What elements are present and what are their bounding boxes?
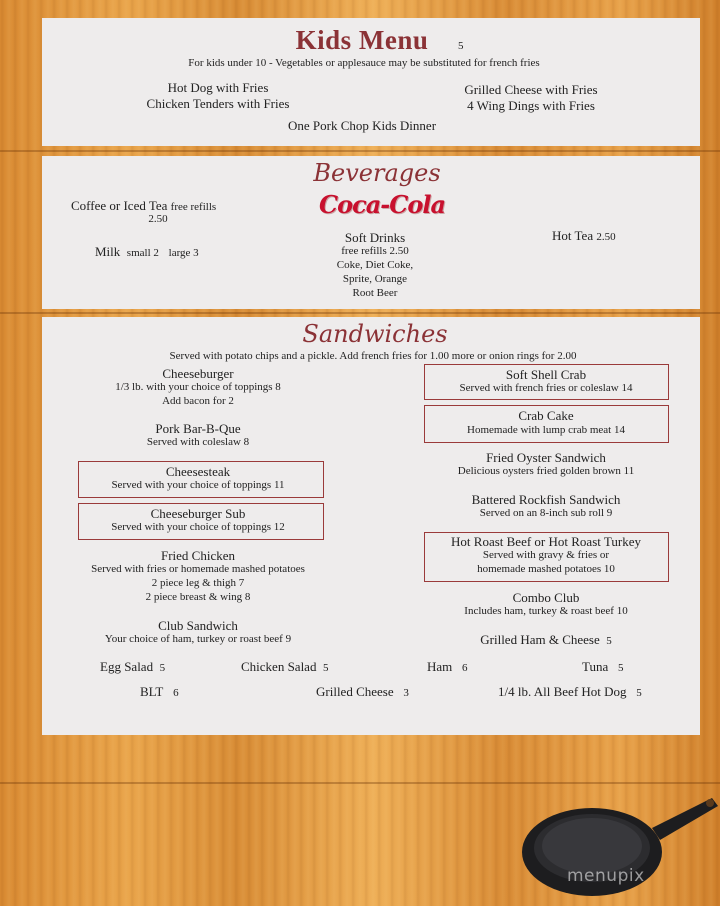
sandwich-name: Grilled Ham & Cheese (480, 632, 600, 647)
sandwich-price: 6 (462, 662, 468, 674)
beverages-title: Beverages (313, 159, 441, 187)
beverage-price: small 2 (126, 247, 159, 259)
sandwich-desc: 2 piece leg & thigh 7 (151, 577, 245, 589)
sandwich-price: 5 (618, 662, 624, 674)
wood-seam (0, 150, 720, 152)
beverage-price: large 3 (168, 247, 199, 259)
sandwich-item (480, 633, 612, 647)
sandwich-price: 3 (403, 687, 409, 699)
sandwich-name: Cheeseburger Sub (150, 506, 246, 521)
sandwich-price: 5 (159, 662, 166, 674)
sandwich-desc: Served with french fries or coleslaw 14 (459, 382, 633, 394)
sandwich-desc: Served with your choice of toppings 11 (111, 479, 285, 491)
sandwich-name: Soft Shell Crab (505, 367, 587, 382)
kids-menu-title: Kids Menu (295, 25, 429, 55)
sandwich-name: Pork Bar-B-Que (155, 421, 241, 436)
sandwich-name: Cheeseburger (162, 366, 234, 381)
sandwich-name: Grilled Cheese (316, 684, 394, 699)
sandwich-price: 5 (322, 662, 329, 674)
sandwich-desc: Includes ham, turkey & roast beef 10 (464, 605, 628, 617)
sandwich-desc: homemade mashed potatoes 10 (477, 563, 615, 575)
sandwich-desc: 2 piece breast & wing 8 (145, 591, 251, 603)
sandwiches-title: Sandwiches (302, 320, 448, 348)
kids-item: One Pork Chop Kids Dinner (287, 118, 437, 133)
sandwich-desc: Served on an 8-inch sub roll 9 (479, 507, 613, 519)
sandwich-desc: Homemade with lump crab meat 14 (467, 424, 625, 436)
beverage-name: Coffee or Iced Tea (71, 198, 168, 213)
sandwich-name: Fried Chicken (160, 548, 236, 563)
sandwich-item (498, 685, 642, 699)
sandwich-name: Crab Cake (518, 408, 574, 423)
sandwich-name: 1/4 lb. All Beef Hot Dog (498, 684, 627, 699)
watermark: menupix (567, 866, 645, 886)
soft-drinks-line: Coke, Diet Coke, (336, 259, 414, 271)
beverage-name: Milk (95, 244, 121, 259)
sandwich-item (316, 685, 409, 699)
sandwich-price: 6 (173, 687, 179, 699)
sandwich-desc: Delicious oysters fried golden brown 11 (457, 465, 635, 477)
beverage-name: Hot Tea (552, 228, 594, 243)
sandwich-item (140, 685, 179, 699)
beverage-milk (95, 245, 199, 259)
sandwich-price: 5 (636, 687, 642, 699)
sandwich-desc: Served with gravy & fries or (482, 549, 610, 561)
sandwich-name: Combo Club (512, 590, 580, 605)
sandwich-name: Cheesesteak (165, 464, 231, 479)
kids-item: Grilled Cheese with Fries (464, 82, 598, 97)
beverage-note: free refills (170, 201, 217, 213)
kids-item: 4 Wing Dings with Fries (467, 98, 595, 113)
sandwiches-panel (42, 317, 700, 735)
sandwich-item (427, 660, 468, 674)
beverage-price: 2.50 (148, 213, 168, 225)
sandwich-item (100, 660, 165, 674)
sandwich-name: Fried Oyster Sandwich (486, 450, 606, 465)
sandwich-name: BLT (140, 684, 164, 699)
sandwich-price: 5 (606, 635, 612, 647)
kids-item: Hot Dog with Fries (167, 80, 269, 95)
kids-menu-note: For kids under 10 - Vegetables or applesauce may be substituted for french fries (188, 57, 540, 69)
soft-drinks-line: Root Beer (352, 287, 398, 299)
sandwich-name: Battered Rockfish Sandwich (471, 492, 621, 507)
sandwich-name: Hot Roast Beef or Hot Roast Turkey (451, 534, 641, 549)
kids-menu-panel (42, 18, 700, 146)
beverage-price: 2.50 (596, 231, 616, 243)
beverage-coffee (71, 199, 216, 213)
sandwich-name: Tuna (582, 659, 609, 674)
sandwich-name: Ham (427, 659, 453, 674)
sandwich-desc: Served with fries or homemade mashed potatoes (91, 563, 305, 575)
wood-seam (0, 312, 720, 314)
soft-drinks-line: free refills 2.50 (341, 245, 409, 257)
sandwich-desc: Served with coleslaw 8 (146, 436, 250, 448)
sandwich-item (582, 660, 624, 674)
coca-cola-logo: Coca-Cola (318, 190, 446, 219)
sandwiches-note: Served with potato chips and a pickle. Add french fries for 1.00 more or onion rings for 2.00 (169, 350, 577, 362)
beverage-hot-tea (552, 229, 616, 243)
sandwich-desc: Your choice of ham, turkey or roast beef 9 (104, 633, 292, 645)
sandwich-name: Egg Salad (100, 659, 154, 674)
soft-drinks-line: Sprite, Orange (342, 273, 408, 285)
sandwich-desc: 1/3 lb. with your choice of toppings 8 (115, 381, 281, 393)
sandwich-item (241, 660, 328, 674)
sandwich-name: Club Sandwich (158, 618, 238, 633)
sandwich-name: Chicken Salad (241, 659, 317, 674)
beverages-panel (42, 156, 700, 309)
sandwich-desc: Served with your choice of toppings 12 (111, 521, 285, 533)
kids-item: Chicken Tenders with Fries (146, 96, 290, 111)
sandwich-desc: Add bacon for 2 (162, 395, 234, 407)
wood-seam (0, 782, 720, 784)
kids-menu-price: 5 (458, 40, 464, 52)
beverage-soft-drinks: Soft Drinks (344, 230, 406, 245)
